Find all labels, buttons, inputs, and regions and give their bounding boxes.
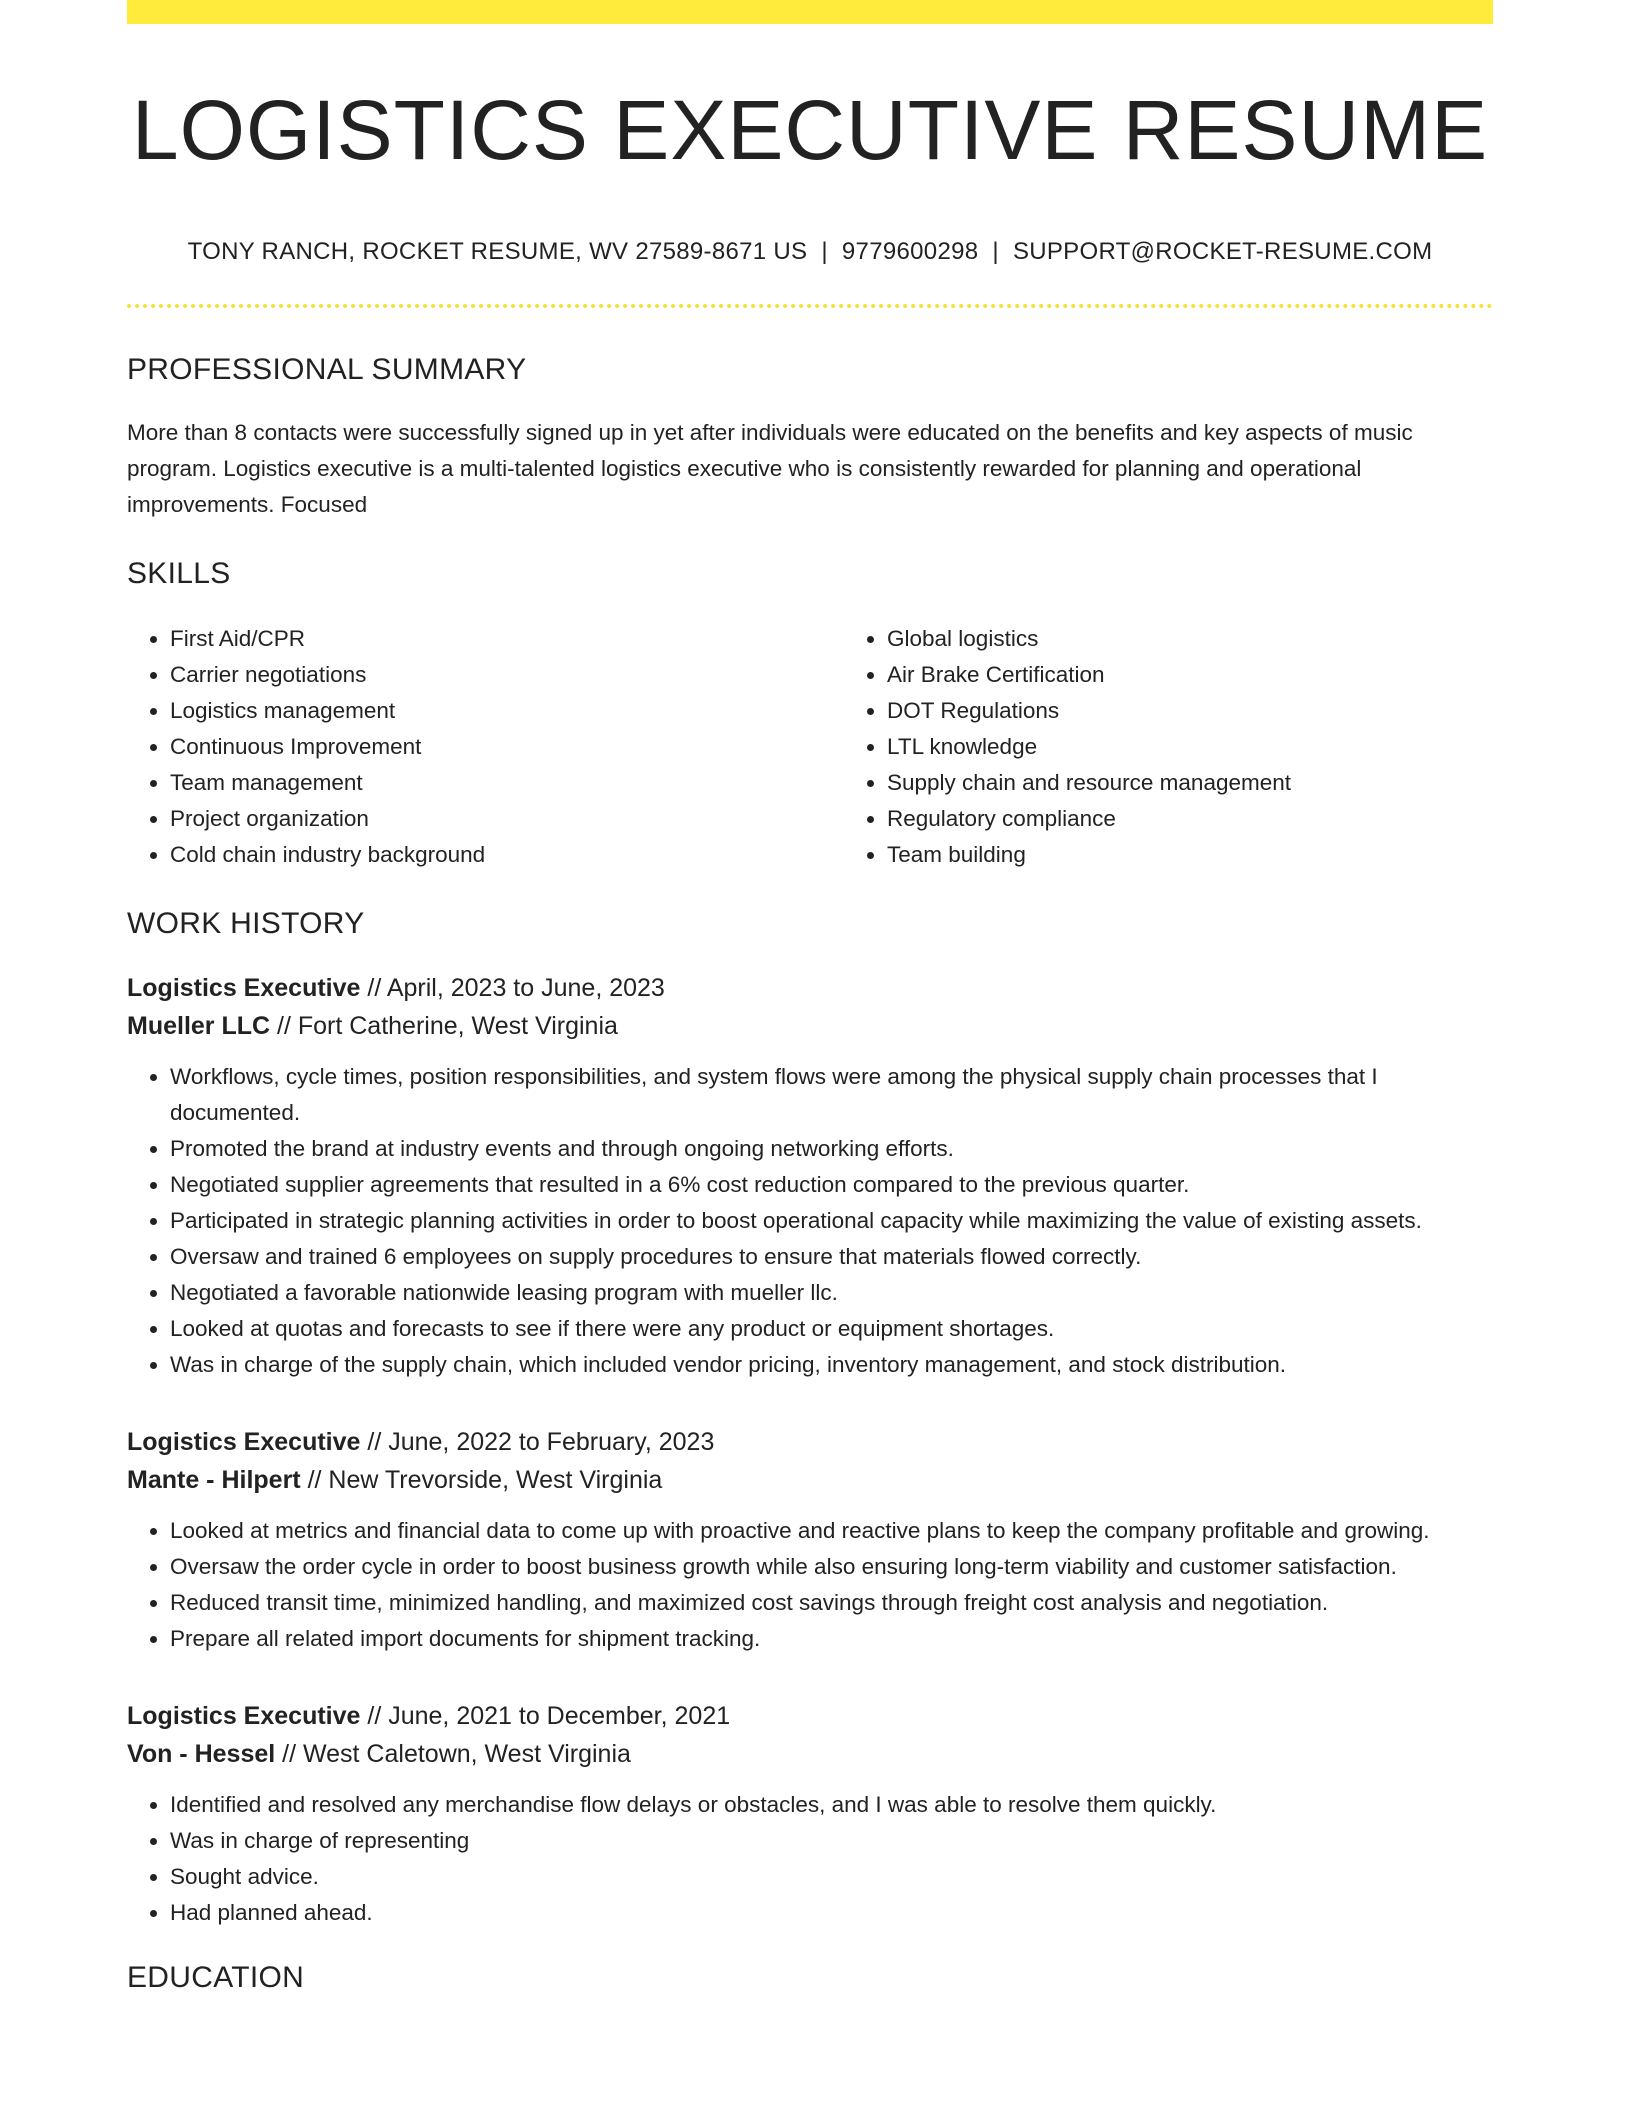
skill-item: • Cold chain industry background — [170, 837, 844, 873]
job-bullets — [127, 1513, 1493, 1657]
resume-content — [127, 0, 1493, 1995]
job-bullet: • Promoted the brand at industry events and through ongoing networking efforts. — [170, 1131, 1493, 1167]
summary-heading: PROFESSIONAL SUMMARY — [127, 353, 527, 387]
job-company-line — [127, 1461, 1493, 1499]
job-bullet: • Was in charge of the supply chain, which included vendor pricing, inventory management, and stock distribution. — [170, 1347, 1493, 1383]
job-company: Von - Hessel — [127, 1740, 276, 1769]
contact-email: SUPPORT@ROCKET-RESUME.COM — [1012, 238, 1433, 266]
skill-item: • Regulatory compliance — [887, 801, 1561, 837]
contact-separator: | — [821, 238, 828, 266]
education-heading: EDUCATION — [127, 1961, 305, 1995]
skill-item: • Air Brake Certification — [887, 657, 1561, 693]
skills-columns — [127, 621, 1493, 873]
job-bullet: • Looked at metrics and financial data to come up with proactive and reactive plans to keep the company profitable and growing. — [170, 1513, 1493, 1549]
job-bullet: • Looked at quotas and forecasts to see if there were any product or equipment shortages. — [170, 1311, 1493, 1347]
skill-item: • Team building — [887, 837, 1561, 873]
contact-address: TONY RANCH, ROCKET RESUME, WV 27589-8671 US — [187, 238, 808, 266]
job-title: Logistics Executive — [127, 1702, 361, 1731]
job-company-line — [127, 1007, 1493, 1045]
work-history-heading: WORK HISTORY — [127, 907, 365, 941]
job-entry — [127, 1423, 1493, 1657]
job-location: // Fort Catherine, West Virginia — [270, 1012, 618, 1041]
skill-item: • Project organization — [170, 801, 844, 837]
job-bullet: • Negotiated a favorable nationwide leasing program with mueller llc. — [170, 1275, 1493, 1311]
job-bullet: • Reduced transit time, minimized handling, and maximized cost savings through freight cost analysis and negotiation. — [170, 1585, 1493, 1621]
page-title: LOGISTICS EXECUTIVE RESUME — [131, 83, 1489, 177]
skill-item: • Logistics management — [170, 693, 844, 729]
job-company-line — [127, 1735, 1493, 1773]
job-title: Logistics Executive — [127, 974, 361, 1003]
job-bullets — [127, 1787, 1493, 1931]
skill-item: • LTL knowledge — [887, 729, 1561, 765]
education-section — [127, 1961, 1493, 1995]
work-history-section — [127, 907, 1493, 1931]
skill-item: • Carrier negotiations — [170, 657, 844, 693]
summary-section — [127, 353, 1493, 523]
skills-right-column — [844, 621, 1561, 873]
job-dates: // April, 2023 to June, 2023 — [360, 974, 665, 1003]
skill-item: • Continuous Improvement — [170, 729, 844, 765]
job-bullet: • Sought advice. — [170, 1859, 1493, 1895]
summary-text: More than 8 contacts were successfully signed up in yet after individuals were educated on the benefits and key aspects of music program. Logistics executive is a multi-talented logistics executive who is consistently rewarded for planning and operational improvements. Focused — [127, 420, 1413, 518]
job-company: Mueller LLC — [127, 1012, 271, 1041]
job-bullet: • Oversaw and trained 6 employees on supply procedures to ensure that materials flowed correctly. — [170, 1239, 1493, 1275]
job-bullet: • Prepare all related import documents for shipment tracking. — [170, 1621, 1493, 1657]
contact-phone: 9779600298 — [841, 238, 979, 266]
job-bullet: • Was in charge of representing — [170, 1823, 1493, 1859]
skill-item: • DOT Regulations — [887, 693, 1561, 729]
job-entry — [127, 1697, 1493, 1931]
job-bullet: • Had planned ahead. — [170, 1895, 1493, 1931]
skills-section — [127, 557, 1493, 873]
skills-heading: SKILLS — [127, 557, 231, 591]
job-title-line — [127, 1423, 1493, 1461]
job-entry — [127, 969, 1493, 1383]
skill-item: • Global logistics — [887, 621, 1561, 657]
job-title: Logistics Executive — [127, 1428, 361, 1457]
dotted-divider — [127, 304, 1493, 308]
job-title-line — [127, 1697, 1493, 1735]
job-bullet: • Oversaw the order cycle in order to boost business growth while also ensuring long-term viability and customer satisfaction. — [170, 1549, 1493, 1585]
job-bullet: • Participated in strategic planning activities in order to boost operational capacity while maximizing the value of existing assets. — [170, 1203, 1493, 1239]
job-company: Mante - Hilpert — [127, 1466, 301, 1495]
job-dates: // June, 2022 to February, 2023 — [360, 1428, 715, 1457]
contact-line — [127, 238, 1493, 266]
job-bullets — [127, 1059, 1493, 1383]
job-bullet: • Negotiated supplier agreements that resulted in a 6% cost reduction compared to the previous quarter. — [170, 1167, 1493, 1203]
job-dates: // June, 2021 to December, 2021 — [360, 1702, 731, 1731]
job-location: // New Trevorside, West Virginia — [300, 1466, 663, 1495]
job-title-line — [127, 969, 1493, 1007]
contact-separator: | — [992, 238, 999, 266]
job-location: // West Caletown, West Virginia — [275, 1740, 631, 1769]
accent-top-bar — [127, 0, 1493, 24]
skill-item: • Supply chain and resource management — [887, 765, 1561, 801]
skills-left-column — [127, 621, 844, 873]
job-bullet: • Workflows, cycle times, position responsibilities, and system flows were among the physical supply chain processes that I documented. — [170, 1059, 1493, 1131]
skill-item: • First Aid/CPR — [170, 621, 844, 657]
job-bullet: • Identified and resolved any merchandise flow delays or obstacles, and I was able to resolve them quickly. — [170, 1787, 1493, 1823]
skill-item: • Team management — [170, 765, 844, 801]
